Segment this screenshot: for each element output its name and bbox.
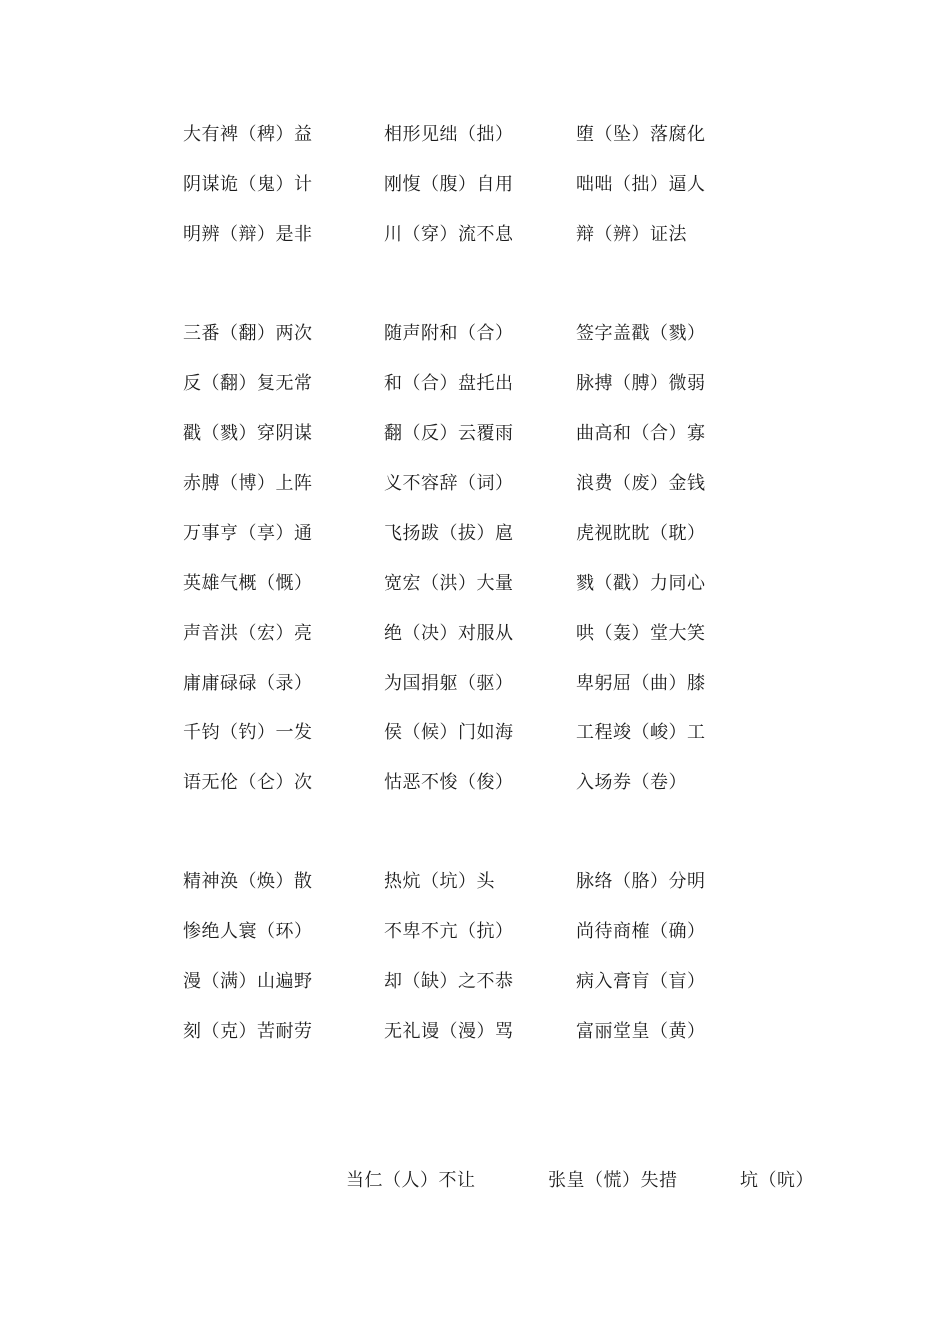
list-item	[0, 619, 950, 649]
idiom-cell: 不卑不亢（抗）	[384, 921, 514, 942]
idiom-cell: 尚待商榷（确）	[576, 921, 706, 942]
idiom-cell: 工程竣（峻）工	[576, 722, 706, 743]
idiom-cell: 千钧（钓）一发	[183, 722, 313, 743]
idiom-cell: 无礼谩（漫）骂	[384, 1021, 514, 1042]
idiom-cell: 卑躬屈（曲）膝	[576, 673, 706, 694]
list-item	[0, 170, 950, 200]
list-item	[0, 768, 950, 798]
idiom-cell: 脉络（胳）分明	[576, 871, 706, 892]
list-item	[0, 967, 950, 997]
idiom-cell: 精神涣（焕）散	[183, 871, 313, 892]
list-item	[0, 469, 950, 499]
idiom-cell: 翻（反）云覆雨	[384, 423, 514, 444]
idiom-cell: 明辨（辩）是非	[183, 224, 313, 245]
idiom-cell: 阴谋诡（鬼）计	[183, 174, 313, 195]
idiom-cell: 赤膊（博）上阵	[183, 473, 313, 494]
idiom-cell: 义不容辞（词）	[384, 473, 514, 494]
idiom-cell: 反（翻）复无常	[183, 373, 313, 394]
idiom-cell: 富丽堂皇（黄）	[576, 1021, 706, 1042]
idiom-cell: 宽宏（洪）大量	[384, 573, 514, 594]
list-item	[0, 669, 950, 699]
idiom-cell: 当仁（人）不让	[346, 1170, 476, 1191]
idiom-cell: 戳（戮）穿阴谋	[183, 423, 313, 444]
idiom-cell: 曲高和（合）寡	[576, 423, 706, 444]
idiom-cell: 刻（克）苦耐劳	[183, 1021, 313, 1042]
idiom-cell: 绝（决）对服从	[384, 623, 514, 644]
idiom-cell: 随声附和（合）	[384, 323, 514, 344]
idiom-cell: 庸庸碌碌（录）	[183, 673, 313, 694]
idiom-cell: 堕（坠）落腐化	[576, 124, 706, 145]
idiom-cell: 刚愎（腹）自用	[384, 174, 514, 195]
idiom-cell: 虎视眈眈（耽）	[576, 523, 706, 544]
idiom-cell: 川（穿）流不息	[384, 224, 514, 245]
list-item	[0, 917, 950, 947]
idiom-cell: 漫（满）山遍野	[183, 971, 313, 992]
idiom-cell: 三番（翻）两次	[183, 323, 313, 344]
idiom-cell: 病入膏肓（盲）	[576, 971, 706, 992]
idiom-cell: 哄（轰）堂大笑	[576, 623, 706, 644]
idiom-cell: 辩（辨）证法	[576, 224, 687, 245]
list-item	[0, 1166, 950, 1196]
list-item	[0, 1017, 950, 1047]
idiom-cell: 语无伦（仑）次	[183, 772, 313, 793]
idiom-cell: 坑（吭）	[740, 1170, 814, 1191]
idiom-cell: 英雄气概（慨）	[183, 573, 313, 594]
list-item	[0, 319, 950, 349]
idiom-cell: 张皇（慌）失措	[548, 1170, 678, 1191]
idiom-cell: 戮（戳）力同心	[576, 573, 706, 594]
idiom-cell: 惨绝人寰（环）	[183, 921, 313, 942]
idiom-cell: 浪费（废）金钱	[576, 473, 706, 494]
list-item	[0, 519, 950, 549]
idiom-cell: 声音洪（宏）亮	[183, 623, 313, 644]
idiom-cell: 相形见绌（拙）	[384, 124, 514, 145]
idiom-cell: 入场券（卷）	[576, 772, 687, 793]
idiom-cell: 脉搏（膊）微弱	[576, 373, 706, 394]
list-item	[0, 120, 950, 150]
idiom-cell: 大有裨（稗）益	[183, 124, 313, 145]
idiom-cell: 签字盖戳（戮）	[576, 323, 706, 344]
idiom-cell: 万事亨（享）通	[183, 523, 313, 544]
list-item	[0, 419, 950, 449]
idiom-cell: 热炕（坑）头	[384, 871, 495, 892]
idiom-cell: 为国捐躯（驱）	[384, 673, 514, 694]
list-item	[0, 718, 950, 748]
idiom-cell: 怙恶不悛（俊）	[384, 772, 514, 793]
idiom-cell: 飞扬跋（拔）扈	[384, 523, 514, 544]
idiom-cell: 侯（候）门如海	[384, 722, 514, 743]
idiom-cell: 和（合）盘托出	[384, 373, 514, 394]
list-item	[0, 369, 950, 399]
idiom-cell: 却（缺）之不恭	[384, 971, 514, 992]
list-item	[0, 220, 950, 250]
list-item	[0, 569, 950, 599]
list-item	[0, 867, 950, 897]
idiom-cell: 咄咄（拙）逼人	[576, 174, 706, 195]
